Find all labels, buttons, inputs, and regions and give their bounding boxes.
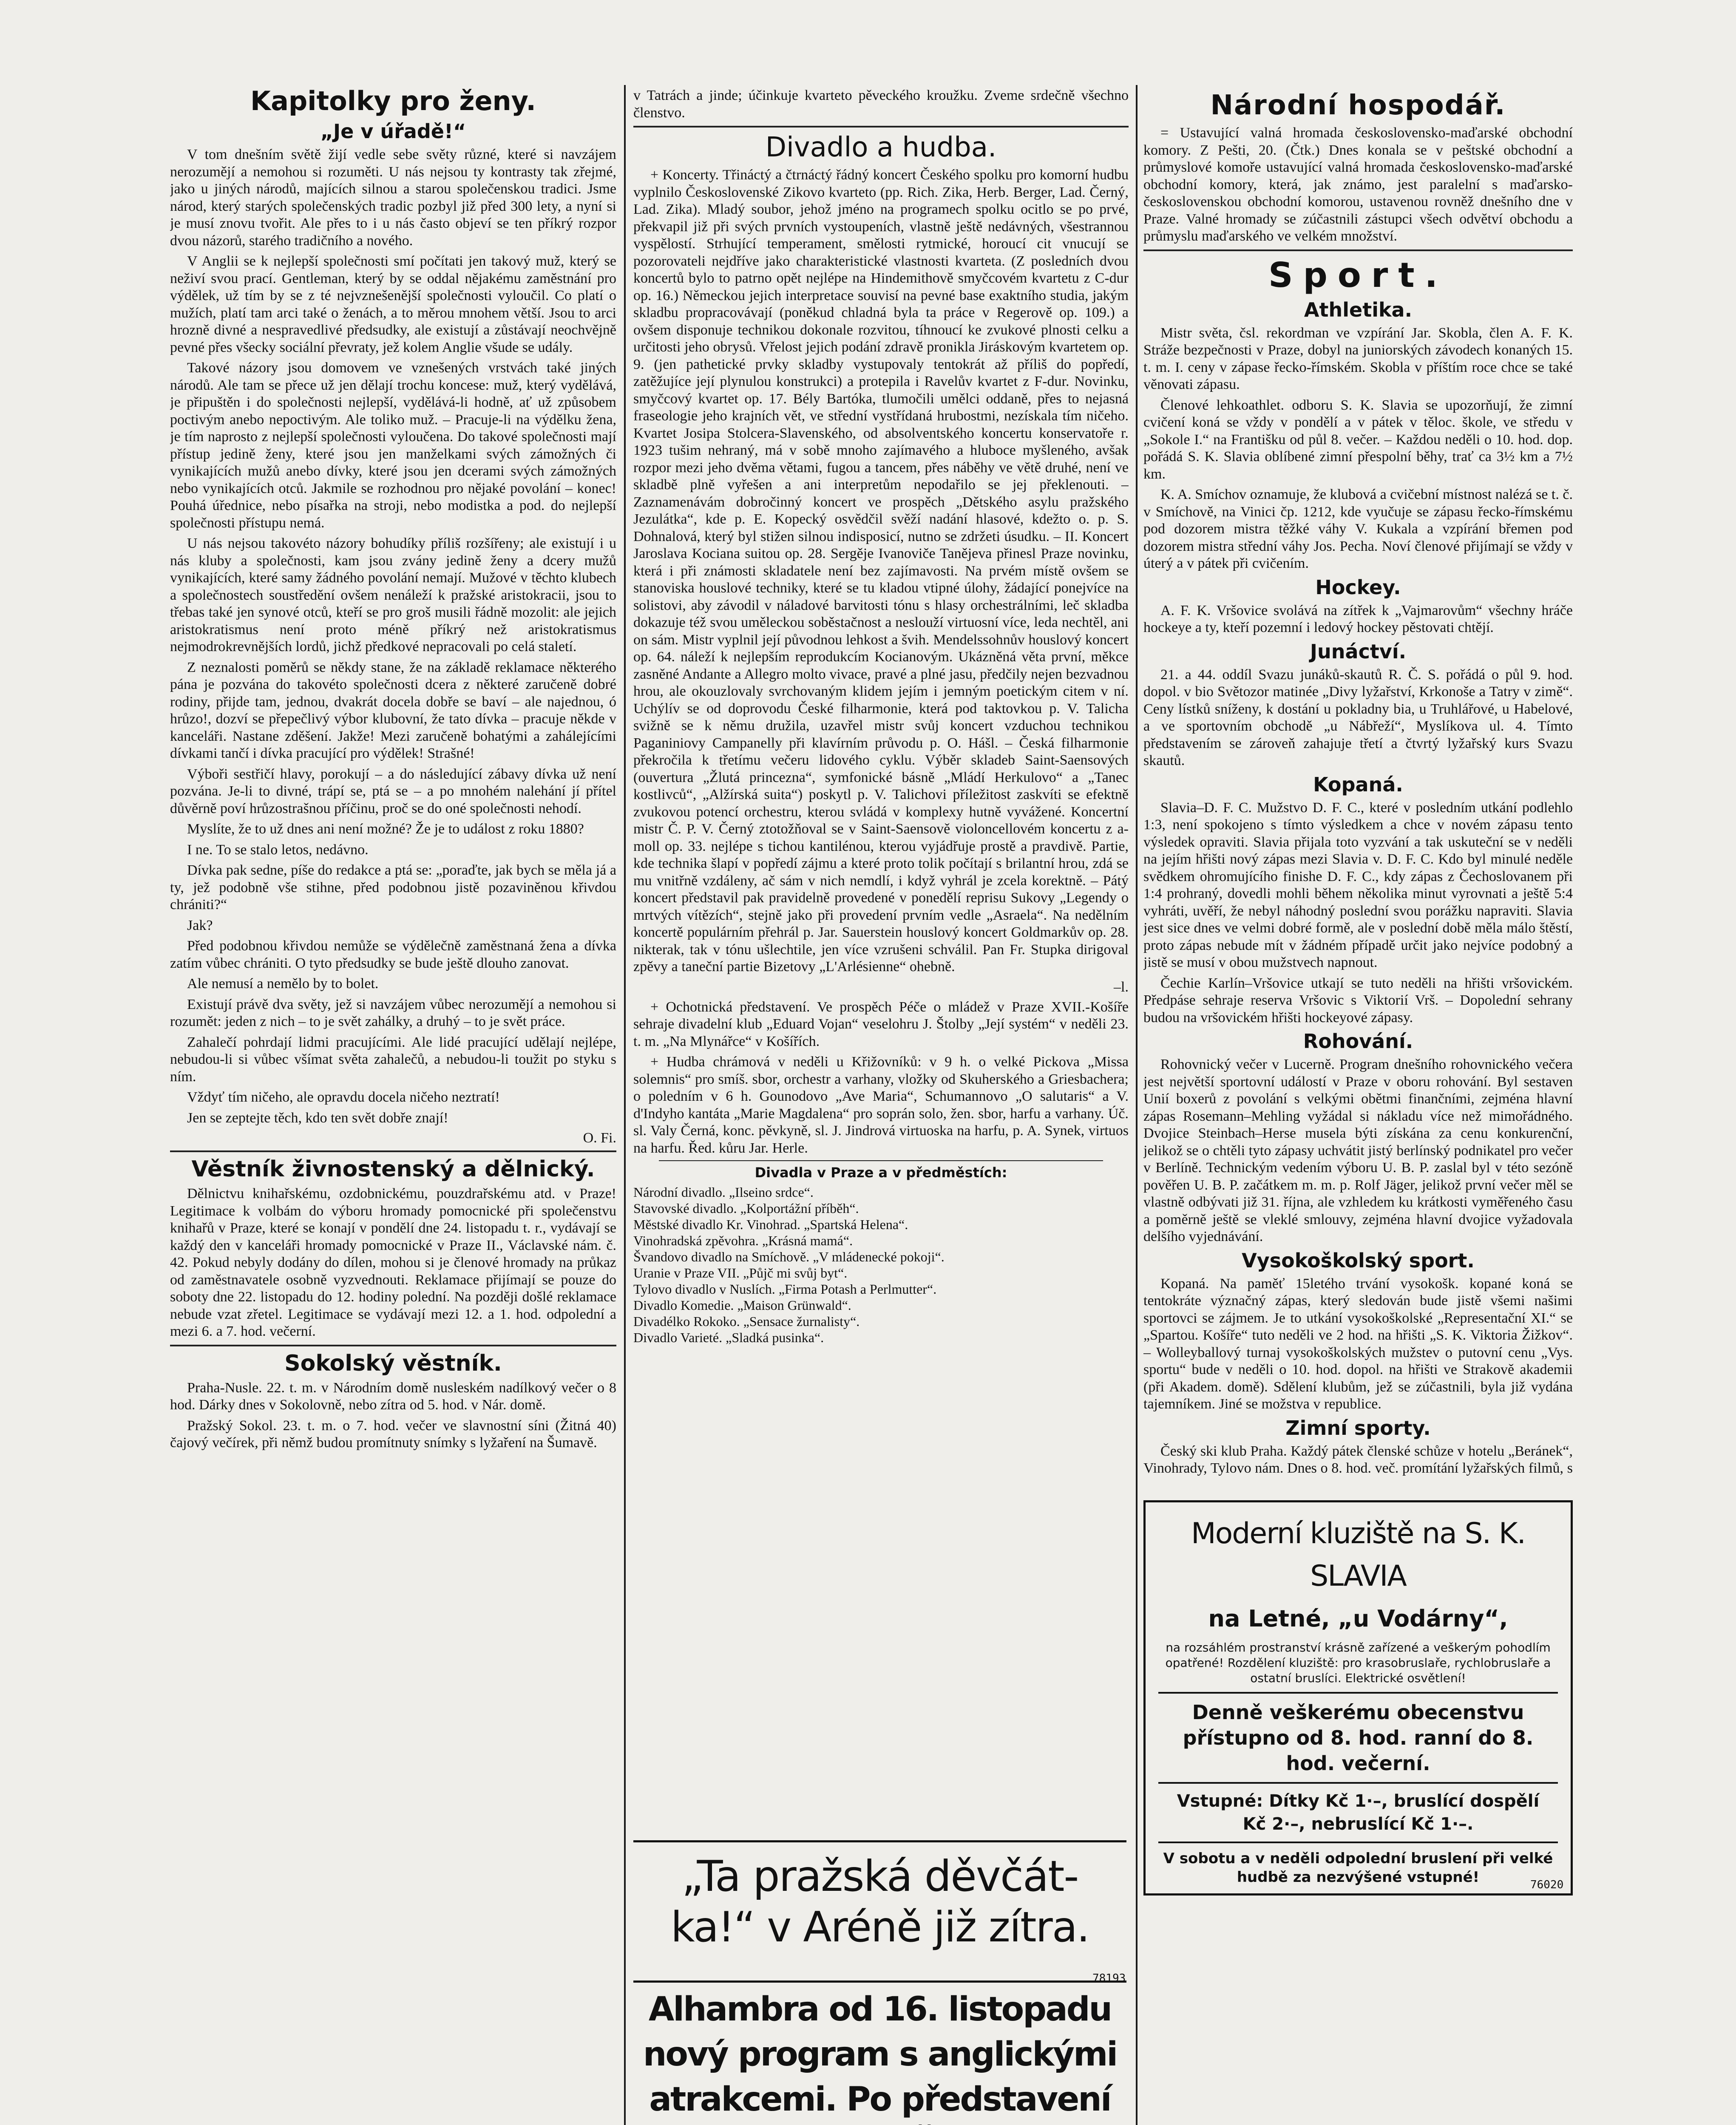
paragraph: A. F. K. Vršovice svolává na zítřek k „Vajmarovům“ všechny hráče hockeye a ty, kteří pozemní i ledový hockey pěstovati chtějí. xyxy=(1143,602,1573,635)
advert-divider xyxy=(1158,1842,1558,1843)
subsection-title: Hockey. xyxy=(1315,575,1401,599)
section-title: Divadlo a hudba. xyxy=(765,132,997,163)
paragraph: + Hudba chrámová v neděli u Křižovníků: v 9 h. o velké Pickova „Missa solemnis“ pro smíš. sbor, orchestr a varhany, vložky od Skuherského a Griesbachera; o poledním v 6 h. Gounodovo „Ave Maria“, Schumannovo „O salutaris“ a V. d'Indyho kantáta „Marie Magdalena“ pro soprán solo, žen. sbor, harfu a varhany. Úč. sl. Valy Černá, konc. pěvkyně, sl. J. Jindrová virtuoska na harfu, p. A. Synek, virtuos na harfu. Řed. kůru Jar. Herle. xyxy=(633,1054,1129,1156)
advert-slavia-rink xyxy=(1143,1500,1573,1896)
list-item: Městské divadlo Kr. Vinohrad. „Spartská Helena“. xyxy=(633,1217,908,1232)
paragraph: Z neznalosti poměrů se někdy stane, že na základě reklamace některého pána je pozvána do takovéto společnosti dcera z některé zaručeně dobré rodiny, přijde tam, jednou, dvakrát docela dobře se baví – ale najednou, ó hrůzo!, dozví se přepečlivý výbor klubovní, že tato dívka – pracuje někde v kanceláři. Nastane zděšení. Jakže! Mezi zaručeně bohatými a zahálejícími dívkami tančí i dívka pracující pro výdělek! Strašné! xyxy=(170,659,616,761)
paragraph: Čechie Karlín–Vršovice utkají se tuto neděli na hřišti vršovickém. Předpáse sehraje reserva Vršovic s Viktorií Vrš. – Dopolední sehrany budou na vršovickém hřišti hockeyové zápasy. xyxy=(1143,975,1573,1026)
paragraph: Vždyť tím ničeho, ale opravdu docela ničeho neztratí! xyxy=(187,1089,500,1105)
column-rule-left xyxy=(624,85,626,2125)
list-item: Divadlo Varieté. „Sladká pusinka“. xyxy=(633,1330,824,1345)
article-title: Kapitolky pro ženy. xyxy=(250,85,536,116)
paragraph: K. A. Smíchov oznamuje, že klubová a cvičební místnost nalézá se t. č. v Smíchově, na Vinici čp. 1212, kde vyučuje se zápasu řecko-římskému pod dozorem mistra těžké váhy V. Kukala a vzpírání břemen pod dozorem mistra střední váhy Jos. Pecha. Noví členové přijímají se vždy v úterý a v pátek při cvičením. xyxy=(1143,487,1573,571)
paragraph: + Ochotnická představení. Ve prospěch Péče o mládež v Praze XVII.-Košíře sehraje divadelní klub „Eduard Vojan“ veselohru J. Štolby „Její systém“ v neděli 23. t. m. „Na Mlynářce“ v Košířích. xyxy=(633,999,1129,1049)
subsection-title: Junáctví. xyxy=(1310,640,1407,663)
paragraph: Rohovnický večer v Lucerně. Program dnešního rohovnického večera jest největší sportovní událostí v Praze v oboru rohování. Byl sestaven Unií boxerů z povolání s velkými obětmi finančními, zejména hlavní zápas Rosemann–Mehling vyžádal si nákladu více než mimořádného. Dvojice Steinbach–Herse musela býti získána za cenu konkurenční, jelikož se o chtěli tyto zápasy uchvátit jistý berlínský podnikatel pro večer v Berlíně. Technickým vedením výboru U. B. P. zaslal byl v této sezóně pověřen U. B. P. začátkem m. m. p. Rolf Jäger, jelikož první večer měl se vlastně odbývati již 31. října, ale vzhledem ku krátkosti vyměřeného času a poměrně ještě se vleklé smlouvy, zejména hlavní dvojice vyžadovala delšího vyjednávání. xyxy=(1143,1057,1573,1244)
paragraph: Pražský Sokol. 23. t. m. o 7. hod. večer ve slavnostní síni (Žitná 40) čajový večírek, při němž budou promítnuty snímky s lyžaření na Šumavě. xyxy=(170,1417,616,1451)
list-item: Národní divadlo. „Ilseino srdce“. xyxy=(633,1184,814,1200)
list-item: Vinohradská zpěvohra. „Krásná mamá“. xyxy=(633,1233,853,1248)
paragraph: Jen se zeptejte těch, kdo ten svět dobře znají! xyxy=(187,1110,448,1126)
section-title: Národní hospodář. xyxy=(1210,90,1506,121)
paragraph: Před podobnou křivdou nemůže se výdělečně zaměstnaná žena a dívka zatím vůbec chrániti. O tyto předsudky se bude ještě dlouho zanovat. xyxy=(170,938,616,971)
advert-line: atrakcemi. Po představení xyxy=(649,2080,1111,2119)
list-item: Divadélko Rokoko. „Sensace žurnalisty“. xyxy=(633,1314,860,1329)
theatre-program xyxy=(633,1184,1129,1346)
list-item: Tylovo divadlo v Nuslích. „Firma Potash a Perlmutter“. xyxy=(633,1281,937,1297)
advert-text: Vstupné: Dítky Kč 1·–, bruslící dospělí xyxy=(1177,1791,1540,1811)
article-signature: O. Fi. xyxy=(583,1130,616,1146)
paragraph: U nás nejsou takovéto názory bohudíky příliš rozšířeny; ale existují i u nás kluby a společnosti, kam jsou zvány jedině ženy a dcery mužů vynikajících, které samy žádného povolání nemají. Mužové v těchto klubech a společnostech soustředění ovšem nenáleží k pražské aristokracii, jsou to třebas také jen synové otců, kteří se pro groš musili řádně mozolit: ale jejich aristokratismus není proto méně příkrý než aristokratismus nejmodrokrevnějších lordů, jichž předkové nepracovali po celá staletí. xyxy=(170,536,616,654)
advert-line: Alhambra od 16. listopadu xyxy=(648,1990,1112,2029)
paragraph: Zahalečí pohrdají lidmi pracujícími. Ale lidé pracující udělají nejlépe, nebudou-li si vůbec všímat světa zahalečů, a nebudou-li toužit po styku s ním. xyxy=(170,1034,616,1085)
advert-number: 78193 xyxy=(1092,1972,1126,1985)
list-item: Stavovské divadlo. „Kolportážní příběh“. xyxy=(633,1201,859,1216)
paragraph: Členové lehkoathlet. odboru S. K. Slavia se upozorňují, že zimní cvičení koná se vždy v pondělí a v pátek v těloc. škole, ve středu v „Sokole I.“ na Františku od půl 8. večer. – Každou neděli o 10. hod. dop. pořádá S. K. Slavia oblíbené zimní přespolní běhy, trať ca 3½ km a 7½ km. xyxy=(1143,397,1573,482)
paragraph: Dívka pak sedne, píše do redakce a ptá se: „poraďte, jak bych se měla já a ty, jež podobně vše stihne, před podobnou jistě pozaviněnou křivdou chrániti?“ xyxy=(170,862,616,912)
advert-divider xyxy=(1158,1692,1558,1694)
list-item: Uranie v Praze VII. „Půjč mi svůj byt“. xyxy=(633,1265,848,1281)
subsection-title: Vysokoškolský sport. xyxy=(1242,1249,1475,1272)
paragraph: = Ustavující valná hromada československo-maďarské obchodní komory. Z Pešti, 20. (Čtk.) Dnes konala se v peštské obchodní a průmyslové komoře ustavující valná hromada československo-maďarské obchodní komory, která, jak známo, jest paralelní s maďarsko-československou obchodní komorou, ustavenou rovněž dnešního dne v Praze. Valné hromady se zúčastnili zástupci všech odvětví obchodu a průmyslu maďarského ve velkém množství. xyxy=(1143,125,1573,244)
advert-line xyxy=(633,2122,1126,2125)
advert-text: V sobotu a v neděli odpolední bruslení při velké hudbě za nezvýšené vstupné! xyxy=(1163,1850,1553,1886)
advert-line: ka!“ v Aréně již zítra. xyxy=(670,1903,1089,1952)
section-divider xyxy=(659,1160,1103,1161)
subsection-title: Kopaná. xyxy=(1313,773,1403,796)
paragraph: Výboři sestřičí hlavy, porokují – a do následující zábavy dívka už není pozvána. Je-li to divné, trápí se, ptá se – a po mnohém nalehání jí přítel důvěrně poví hrůzostrašnou příčinu, proč se do oné společnosti nehodí. xyxy=(170,766,616,816)
subsection-title: Rohování. xyxy=(1303,1030,1413,1053)
paragraph: Slavia–D. F. C. Mužstvo D. F. C., které v posledním utkání podlehlo 1:3, není spokojeno s tímto výsledkem a chce v novém zápasu tento výsledek opraviti. Slavia přijala toto vyzvání a tak uskuteční se v neděli na jejím hřišti nový zápas mezi Slavia v. D. F. C. Kdo byl minulé neděle svědkem ohromujícího finishe D. F. C., kdy zápas z Čechoslovanem při 1:4 prohraný, dovedli mohli během několika minut vyrovnati a ještě 5:4 vyhráti, uvěří, že nebyl náhodný poslední svou porážku napraviti. Slavia jest sice dnes ve velmi dobré formě, ale v poslední době měla málo štěstí, proto zápas nebude mít v žádném případě určit jako nejvíce podobný a jistě se musí v obou mužstvech napnout. xyxy=(1143,799,1573,970)
advert-title: Moderní kluziště na S. K. SLAVIA xyxy=(1191,1517,1526,1593)
article-subtitle: „Je v úřadě!“ xyxy=(320,120,466,143)
paragraph: 21. a 44. oddíl Svazu junáků-skautů R. Č. S. pořádá o půl 9. hod. dopol. v bio Světozor matinée „Divy lyžařství, Krkonoše a Tatry v zimě“. Ceny lístků sníženy, k dostání u pokladny bia, u Truhlářové, u Habelové, a ve sportovním obchodě „u Nábřeží“, Myslíkova ul. 4. Tímto představením se zároveň zahajuje třetí a čtvrtý lyžařský kurs Svazu skautů. xyxy=(1143,666,1573,768)
column-2 xyxy=(633,87,1129,2125)
column-rule-right xyxy=(1136,85,1137,2125)
advert-alhambra xyxy=(633,1980,1126,2125)
paragraph: Takové názory jsou domovem ve vznešených vrstvách také jiných národů. Ale tam se přece už jen dělají trochu koncese: muž, který vydělává, je připuštěn i do společnosti nejlepší, vydělává-li hodně, ať už způsobem poctivým anebo nepoctivým. Ale toliko muž. – Pracuje-li na výdělku žena, je tím naprosto z nejlepší společnosti vyloučena. Do takové společnosti mají přístup jedině ženy, které jsou jen manželkami svých zámožných či vynikajících mužů anebo dívky, které jsou jen dcerami svých zámožných nebo vynikajících otců. Jakmile se rozhodnou pro nějaké povolání – konec! Pouhá úřednice, nebo písařka na stroji, nebo modistka a pod. do nejlepší společnosti přístupu nemá. xyxy=(170,360,616,531)
program-title: Divadla v Praze a v předměstích: xyxy=(755,1164,1007,1181)
advert-line: nový program s anglickými xyxy=(643,2035,1117,2074)
paragraph: + Koncerty. Třináctý a čtrnáctý řádný koncert Českého spolku pro komorní hudbu vyplnilo Československé Zikovo kvarteto (pp. Rich. Zika, Herb. Berger, Lad. Černý, Lad. Zika). Mladý soubor, jehož jméno na programech spolku ocitlo se po prvé, překvapil již při svých prvních vystoupeních, vlastně ještě nedávných, všestrannou vyspělostí. Strhující temperament, smělosti rytmické, horoucí cit vnucují se pozorovateli nejdříve jako charakteristické vlastnosti kvarteta. (Z posledních dvou koncertů bylo to patrno opět nejlépe na Hindemithově smyčcovém kvartetu z C-dur op. 16.) Německou jejich interpretace souvisí na pevné base exaktního studia, jakým skladbu propracovávají (poněkud chladná byla ta práce v Regerově op. 109.) a ovšem disponuje technikou dokonale rozvitou, tíhnoucí ke zvukové plnosti celku a určitosti jeho obrysů. Vřelost jejich podání zdravě pronikla Jiráskovým kvartetem op. 9. (jen pathetické prvky skladby vystupovaly tentokrát až příliš do popředí, zatěžujíce její plynulou konstrukci) a protepila i Ravelův kvartet z F-dur. Novinku, smyčcový kvartet op. 17. Bély Bartóka, tlumočili umělci oddaně, přes to nejasná fraseologie jeho krajních vět, ve střední vystřídaná hrubostmi, nezískala tím ničeho. Kvartet Josipa Stolcera-Slavenského, od absolventského koncertu konservatoře r. 1923 tušim nehraný, má v sobě mnoho zajímavého a hluboce myšleného, avšak rozpor mezi jeho dvěma větami, fugou a tancem, přes náběhy ve větě druhé, není ve skladbě plně vyřešen a ani interpretům nepodařilo se jej překlenouti. – Zaznamenávám dobročinný koncert ve prospěch „Dětského asylu pražského Jezulátka“, kde p. E. Kopecký osvědčil svěží nadání hlasové, kdežto o. p. S. Dohnalová, který byl stižen silnou indisposicí, nutno se zdržeti úsudku. – II. Koncert Jaroslava Kociana suitou op. 28. Sergěje Ivanoviče Tanějeva přinesl Praze novinku, která i při známosti skladatele není bez zajímavosti. Na prvém místě ovšem se stanoviska houslové techniky, které se tu kladou vtipné úlohy, žádající ponejvíce na solistovi, aby závodil v náladové barvitosti tónu s hlasy orchestrálními, leč skladba dokazuje též svou uměleckou soběstačnost a neslouží virtuosní více, leda nechtěl, ani on sám. Mistr vyplnil její původnou lehkost a švih. Mendelssohnův houslový koncert op. 64. náleží k nejlepším reprodukcím Kocianovým. Ukázněná věta první, měkce zasněné Andante a Allegro molto vivace, pravé a plné jasu, předčily nejen bezvadnou hrou, ale okouzlovaly svrchovaným klidem jejím i jemným poetickým citem v ní. Uchýlív se od doprovodu České filharmonie, která pod taktovkou p. V. Talicha svižně se k němu družila, uzavřel mistr svůj koncert vzduchou technikou Paganiniovy Campanelly při klavírním průvodu p. O. Hášl. – Česká filharmonie překročila k třetímu večeru lidového cyklu. Výběr skladeb Saint-Saensových (ouvertura „Žlutá princezna“, symfonické básně „Mládí Herkulovo“ a „Tanec kostlivců“, „Alžírská suita“) poskytl p. V. Talichovi příležitost zaskvíti se efektně zvukovou potencí orchestru, kterou svládá v komplexy hutně vyvážené. Koncertní mistr Č. P. V. Černý ztotožňoval se v Saint-Saensově violoncellovém koncertu z a-moll op. 33. nejlépe s tichou kantilénou, kterou vyjádřuje prostě a pravdivě. Partie, kde technika šlapí v popředí zájmu a které proto tolik počítají s brilantní hrou, zdá se mu vnitřně vzdáleny, ač sám v nich nemdlí, i když vyhrál je zcela korektně. – Pátý koncert představil pak pravidelně provedené v ponedělí reprisu Sukovy „Legendy o mrtvých vítězích“, stejně jako při provedení prvním vedle „Asraela“. Na nedělním koncertě populárním přehrál p. Jar. Sauerstein houslový koncert Goldmarkův op. 28. nikterak, tak v tónu ušlechtile, jen více vzrušeni schválil. Pan Fr. Stupka dirigoval zpěvy a taneční partie Bizetovy „L'Arlésienne“ ohebně. xyxy=(633,167,1129,975)
article-signature: –l. xyxy=(1114,979,1129,995)
paragraph: Český ski klub Praha. Každý pátek členské schůze v hotelu „Beránek“, Vinohrady, Tylovo nám. Dnes o 8. hod. več. promítání lyžařských filmů, s xyxy=(1143,1443,1573,1476)
list-item: Švandovo divadlo na Smíchově. „V mládenecké pokoji“. xyxy=(633,1249,945,1264)
advert-subtitle: na Letné, „u Vodárny“, xyxy=(1208,1605,1508,1632)
advert-arena xyxy=(633,1840,1126,1961)
section-divider xyxy=(1143,249,1573,251)
paragraph: Dělnictvu knihařskému, ozdobnickému, pouzdrařskému atd. v Praze! Legitimace k volbám do výboru hromady pomocnické při společenstvu knihařů v Praze, které se konají v pondělí dne 24. listopadu t. r., vydávají se každý den v kanceláři hromady pomocnické v Praze II., Václavské nám. č. 42. Pokud nebyly dodány do dílen, mohou si je členové hromady na průkaz od zaměstnavatele osobně vyzvednouti. Reklamace přijímají se pouze do soboty dne 22. listopadu do 12. hodiny polední. Na později došlé reklamace nebude vzat zřetel. Legitimace se vydávají mezi 12. a 1. hod. odpolední a mezi 6. a 7. hod. večerní. xyxy=(170,1186,616,1339)
advert-divider xyxy=(1158,1782,1558,1784)
paragraph: Myslíte, že to už dnes ani není možné? Že je to událost z roku 1880? xyxy=(187,821,584,837)
paragraph: Jak? xyxy=(187,917,213,933)
list-item: Divadlo Komedie. „Maison Grünwald“. xyxy=(633,1298,851,1313)
advert-text: Denně veškerému obecenstvu přístupno od 8. hod. ranní do 8. hod. večerní. xyxy=(1183,1701,1534,1775)
section-title: Sokolský věstník. xyxy=(284,1350,502,1376)
column-3 xyxy=(1143,87,1573,1477)
paragraph: I ne. To se stalo letos, nedávno. xyxy=(187,842,369,858)
paragraph: v Tatrách a jinde; účinkuje kvarteto pěveckého kroužku. Zveme srdečně všechno členstvo. xyxy=(633,88,1129,121)
paragraph: Mistr světa, čsl. rekordman ve vzpírání Jar. Skobla, člen A. F. K. Stráže bezpečnosti v Praze, dobyl na juniorských závodech konaných 15. t. m. I. ceny v zápase řecko-římském. Skobla v příštím roce chce se také věnovati zápasu. xyxy=(1143,325,1573,392)
subsection-title: Athletika. xyxy=(1304,298,1413,321)
paragraph: Praha-Nusle. 22. t. m. v Národním domě nusleském nadílkový večer o 8 hod. Dárky dnes v Sokolovně, nebo zítra od 5. hod. v Nár. domě. xyxy=(170,1380,616,1413)
paragraph: Kopaná. Na paměť 15letého trvání vysokošk. kopané koná se tentokráte význačný zápas, který sledován bude jistě všemi našimi sportovci se zájmem. Je to utkání vysokoškolské „Representační XI.“ se „Spartou. Košíře“ tuto neděli ve 2 hod. na hřišti „S. K. Viktoria Žižkov“. – Wolleyballový turnaj vysokoškolských mužstev o putovní cenu „Vys. sportu“ bude v neděli o 10. hod. dopol. na hřišti ve Strakově akademii (při Akadem. domě). Sdělení klubům, jež se zúčastnili, byla již vydána tajemníkem. Jiné se možstva v republice. xyxy=(1143,1275,1573,1412)
section-divider xyxy=(170,1150,616,1152)
section-divider xyxy=(633,126,1129,128)
advert-text: na rozsáhlém prostranství krásně zařízené a veškerým pohodlím opatřené! Rozdělení kluziště: pro krasobruslaře, rychlobruslaře a ostatní bruslíci. Elektrické osvětlení! xyxy=(1165,1640,1551,1685)
advert-number: 76020 xyxy=(1530,1878,1564,1891)
paragraph: V tom dnešním světě žijí vedle sebe světy různé, které si navzájem nerozumějí a nemohou si rozuměti. U nás nejsou ty kontrasty tak zřejmé, jako u jiných národů, majících silnou a starou společenskou tradici. Jsme národ, který starých společenských tradic pozbyl již před 300 lety, a nyní si je musí znovu tvořit. Ale přes to i u nás často objeví se ten příkrý rozpor dvou názorů, starého tradičního a nového. xyxy=(170,147,616,249)
section-divider xyxy=(170,1345,616,1346)
section-title: Sport. xyxy=(1268,255,1448,295)
subsection-title: Zimní sporty. xyxy=(1285,1416,1431,1439)
paragraph: Ale nemusí a nemělo by to bolet. xyxy=(187,976,379,992)
paragraph: Existují právě dva světy, jež si navzájem vůbec nerozumějí a nemohou si rozumět: jeden z nich – to je svět zahálky, a druhý – to je svět práce. xyxy=(170,996,616,1029)
advert-text: Kč 2·–, nebruslící Kč 1·–. xyxy=(1242,1814,1474,1834)
section-title: Věstník živnostenský a dělnický. xyxy=(191,1156,595,1182)
paragraph: V Anglii se k nejlepší společnosti smí počítati jen takový muž, který se neživí svou prací. Gentleman, který by se oddal nějakému zaměstnání pro výdělek, už tím by se z té nejvznešenější společnosti vyloučil. Co platí o mužích, platí tam arci také o ženách, a to měrou mnohem větší. Jsou to arci hrozně divné a nespravedlivé předsudky, ale existují a zůstávají neochvějně pevné přes všecky sociální převraty, jež kolem Anglie všude se udály. xyxy=(170,253,616,355)
column-1 xyxy=(170,83,616,2125)
advert-line: „Ta pražská děvčát- xyxy=(681,1851,1078,1901)
